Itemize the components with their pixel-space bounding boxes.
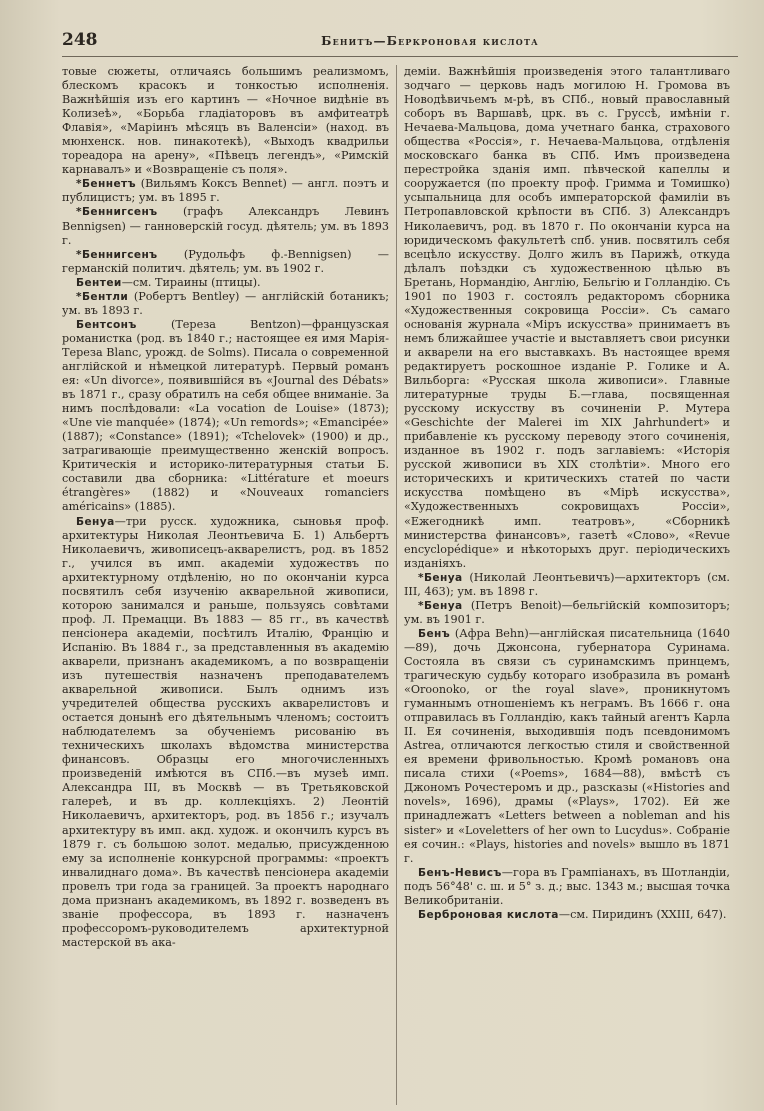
left-column [62,65,396,1105]
entry-text: (Афра Behn)—англійская писательница (1640—89), дочь Джонсона, губернатора Суринама. Состояла въ связи съ суринамскимъ принцемъ, трагическую судьбу котораго изобразила въ романѣ «Oroonoko, or the royal slave», проникнутомъ гуманнымъ отношеніемъ къ неграмъ. Въ 1666 г. она отправилась въ Голландію, какъ тайный агентъ Карла II. Ея сочиненія, выходившія подъ псевдонимомъ Astrea, отличаются легкостью стиля и свойственной ея времени фривольностью. Кромѣ романовъ она писала стихи («Poems», 1684—88), вмѣстѣ съ Джономъ Рочестеромъ и др., разсказы («Histories and novels», 1696), драмы («Plays», 1702). Ей же принадлежатъ «Letters between a nobleman and his sister» и «Loveletters of her own to Lucydus». Собраніе ея сочин.: «Plays, histories and novels» вышло въ 1871 г. [404,626,730,865]
dictionary-entry [62,318,389,515]
running-title: Бенитъ—Беркроновая кислота [321,34,539,48]
entry-text: (Петръ Benoit)—бельгійскій композиторъ; ум. въ 1901 г. [404,598,730,626]
entry-headword: *Беннигсенъ [76,248,158,261]
entry-text: —три русск. художника, сыновья проф. архитектуры Николая Леонтьевича Б. 1) Альбертъ Николаевичъ, живописецъ-акварелистъ, род. въ 1852 г., учился въ имп. академіи художествъ по архитектурному отдѣленію, но по окончаніи курса посвятилъ себя изученію акварельной живописи, которою занимался и раньше, пользуясь совѣтами проф. Л. Премацци. Въ 1883 — 85 гг., въ качествѣ пенсіонера академіи, посѣтилъ Италію, Францію и Испанію. Въ 1884 г., за представленныя въ академію акварели, признанъ академикомъ, а по возвращеніи изъ путешествія назначенъ преподавателемъ акварельной живописи. Былъ однимъ изъ учредителей общества русскихъ акварелистовъ и остается донынѣ его дѣятельнымъ членомъ; состоитъ наблюдателемъ за обученіемъ рисованію въ техническихъ школахъ вѣдомства министерства финансовъ. Образцы его многочисленныхъ произведеній имѣются въ СПб.—въ музеѣ имп. Александра III, въ Москвѣ — въ Третьяковской галереѣ, и въ др. коллекціяхъ. 2) Леонтій Николаевичъ, архитекторъ, род. въ 1856 г.; изучалъ архитектуру въ имп. акд. худож. и окончилъ курсъ въ 1879 г. съ большою золот. медалью, присужденною ему за исполненіе конкурсной программы: «проектъ инвалиднаго дома». Въ качествѣ пенсіонера академіи провелъ три года за границей. За проектъ народнаго дома признанъ академикомъ, въ 1892 г. возведенъ въ званіе профессора, въ 1893 г. назначенъ профессоромъ-руководителемъ архитектурной мастерской въ ака- [62,514,389,949]
entry-headword: Бенуа [76,515,115,528]
entry-text: (Робертъ Bentley) — англійскій ботаникъ; ум. въ 1893 г. [62,289,389,317]
dictionary-entry [404,65,730,571]
page-number: 248 [62,30,98,50]
entry-text: (графъ Александръ Левинъ Bennigsen) — ганноверскій госуд. дѣятель; ум. въ 1893 г. [62,205,389,247]
entry-headword: *Бентли [76,290,129,303]
dictionary-entry [62,290,389,318]
entry-headword: Бентсонъ [76,318,137,331]
page-header [62,30,738,57]
entry-text: (Тереза Bentzon)—французская романистка (род. въ 1840 г.; настоящее ея имя Марія-Тереза Blanc, урожд. de Solms). Писала о современной англійской и нѣмецкой литературѣ. Первый романъ ея: «Un divorce», появившійся въ «Journal des Débats» въ 1871 г., сразу обратилъ на себя общее вниманіе. За нимъ послѣдовали: «La vocation de Louise» (1873); «Une vie manquée» (1874); «Un remords»; «Emancipée» (1887); «Constance» (1891); «Tchelovek» (1900) и др., затрагивающіе преимущественно женскій вопросъ. Критическія и историко-литературныя статьи Б. составили два сборника: «Littérature et moeurs étrangères» (1882) и «Nouveaux romanciers américains» (1885). [62,317,389,514]
entry-headword: *Беннетъ [76,178,136,191]
entry-headword: Бенъ [418,627,451,640]
dictionary-entry [404,599,730,627]
entry-text: —см. Тираины (птицы). [121,275,261,289]
entry-headword: *Бенуа [418,599,463,612]
dictionary-entry [62,515,389,950]
entry-text: товые сюжеты, отличаясь большимъ реализмомъ, блескомъ красокъ и тонкостью исполненія. Важнѣйшія изъ его картинъ — «Ночное видѣніе въ Колизеѣ», «Борьба гладіаторовъ въ амфитеатрѣ Флавія», «Маріинъ мѣсяцъ въ Валенсіи» (наход. въ мюнхенск. нов. пинакотекѣ), «Выходъ квадрильи тореадора на арену», «Пѣвецъ легендъ», «Римскій карнавалъ» и «Возвращеніе съ поля». [62,65,389,177]
dictionary-entry [62,276,389,290]
entry-text: —см. Пиридинъ (XXIII, 647). [558,907,727,921]
entry-headword: *Беннигсенъ [76,206,158,219]
dictionary-entry [62,205,389,247]
entry-text: деміи. Важнѣйшія произведенія этого талантливаго зодчаго — церковь надъ могилою Н. Громова въ Новодѣвичьемъ м-рѣ, въ СПб., новый православный соборъ въ Варшавѣ, црк. въ с. Груссѣ, имѣніи г. Нечаева-Мальцова, дома учетнаго банка, страхового общества «Россія», г. Нечаева-Мальцова, отдѣленія московскаго банка въ СПб. Имъ произведена перестройка зданія имп. пѣвческой капеллы и сооружается (по проекту проф. Гримма и Томишко) усыпальница для особъ императорской фамиліи въ Петропавловской крѣпости въ СПб. 3) Александръ Николаевичъ, род. въ 1870 г. По окончаніи курса на юридическомъ факультетѣ спб. унив. посвятилъ себя всецѣло искусству. Долго жилъ въ Парижѣ, откуда дѣлалъ поѣздки съ художественною цѣлью въ Бретань, Нормандію, Англію, Бельгію и Голландію. Съ 1901 по 1903 г. состоялъ редакторомъ сборника «Художественныя сокровища Россіи». Съ самаго основанія журнала «Міръ искусства» принимаетъ въ немъ ближайшее участіе и выставляетъ свои рисунки и акварели на его выставкахъ. Въ настоящее время редактируетъ роскошное изданіе Р. Голике и А. Вильборга: «Русская школа живописи». Главные литературные труды Б.—глава, посвященная русскому искусству въ сочиненіи Р. Мутера «Geschichte der Malerei im XIX Jahrhundert» и прибавленіе къ русскому переводу этого сочиненія, изданное въ 1902 г. подъ заглавіемъ: «Исторія русской живописи въ XIX столѣтіи». Много его историческихъ и критическихъ статей по части искусства помѣщено въ «Мірѣ искусства», «Художественныхъ сокровищахъ Россіи», «Ежегодникѣ имп. театровъ», «Сборникѣ министерства финансовъ», газетѣ «Слово», «Revue encyclopédique» и нѣкоторыхъ друг. періодическихъ изданіяхъ. [404,65,730,570]
entry-headword: Бенъ-Невисъ [418,866,502,879]
dictionary-entry [404,908,730,922]
entry-headword: Бентеи [76,276,122,289]
entry-headword: *Бенуа [418,571,463,584]
dictionary-entry [62,65,389,177]
entry-headword: Берброновая кислота [418,908,559,921]
entry-text: (Вильямъ Коксъ Bennet) — англ. поэтъ и публицистъ; ум. въ 1895 г. [62,177,389,205]
dictionary-entry [404,866,730,908]
entry-text: —гора въ Грампіанахъ, въ Шотландіи, подъ 56°48' с. ш. и 5° з. д.; выс. 1343 м.; высшая точка Великобританіи. [404,865,730,907]
right-column [396,65,730,1105]
entry-text: (Николай Леонтьевичъ)—архитекторъ (см. III, 463); ум. въ 1898 г. [404,570,730,598]
dictionary-entry [62,248,389,276]
dictionary-entry [62,177,389,205]
entry-text: (Рудольфъ ф.-Bennigsen) — германскій политич. дѣятель; ум. въ 1902 г. [62,247,389,275]
dictionary-entry [404,571,730,599]
dictionary-entry [404,627,730,866]
text-columns [62,65,738,1105]
